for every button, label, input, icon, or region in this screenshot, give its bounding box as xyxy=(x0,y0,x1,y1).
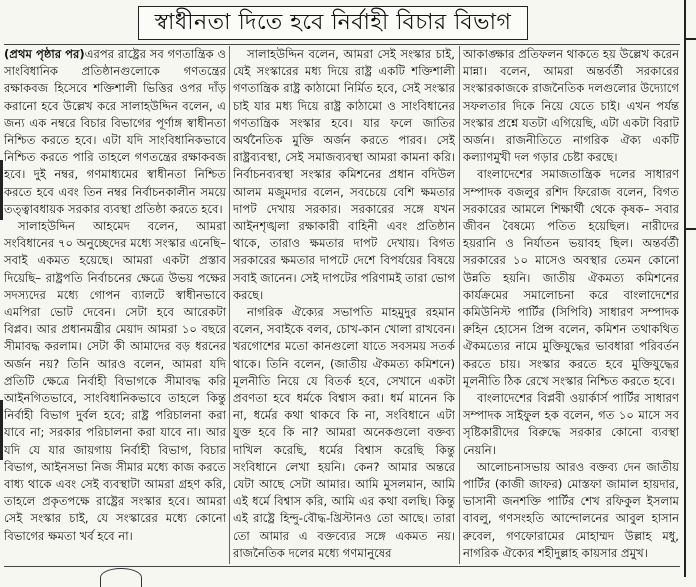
article-column-3 xyxy=(463,46,679,566)
frame-tick xyxy=(684,228,696,230)
paragraph: সালাহউদ্দিন বলেন, আমরা সেই সংস্কার চাই, যেই সংস্কারের মধ্য দিয়ে রাষ্ট্র একটি শক্তিশালী গণতান্ত্রিক রাষ্ট্র কাঠামো নির্মিত হবে, সেই সংস্কার চাই যার মধ্য দিয়ে রাষ্ট্র কাঠামো ও সাংবিধানের গণতান্ত্রিক সংস্কার হবে। যার ফলে জাতির অর্থনৈতিক মুক্তি অর্জন করতে পারব। সেই রাষ্ট্রব্যবস্থা, সেই সমাজব্যবস্থা আমরা কামনা করি। নির্বাচনব্যবস্থা সংস্কার কমিশনের প্রধান বদিউল আলম মজুমদার বলেন, সবচেয়ে বেশি ক্ষমতার দাপট দেখায় সরকার। সরকারের সঙ্গে যখন আইনশৃঙ্খলা রক্ষাকারী বাহিনী এবং প্রতিষ্ঠান থাকে, তারাও ক্ষমতার দাপট দেখায়। বিগত সরকারের ক্ষমতার দাপটে দেশে বিপর্যয়ের বিষয়ে সবাই জানেন। সেই দাপটের পরিণামই তারা ভোগ করছে। xyxy=(233,47,455,302)
article-column-1 xyxy=(4,46,226,566)
frame-tick xyxy=(684,38,696,40)
top-rule xyxy=(4,44,680,45)
paragraph: বাংলাদেশের সমাজতান্ত্রিক দলের সাধারণ সম্পাদক বজলুর রশিদ ফিরোজ বলেন, বিগত সরকারের আমলে শিক্ষার্থী থেকে কৃষক– সবার জীবন বৈষম্যে পতিত হয়েছিল। নারীদের হয়রানি ও নির্যাতন ভয়াবহ ছিল। অন্তর্বর্তী সরকারের ১০ মাসেও অবস্থার তেমন কোনো উন্নতি হয়নি। জাতীয় ঐকমত্য কমিশনের কার্যক্রমের সমালোচনা করে বাংলাদেশের কমিউনিস্ট পার্টির (সিপিবি) সাধারণ সম্পাদক রুহিন হোসেন প্রিন্স বলেন, কমিশন তথাকথিত ঐকমত্যের নামে মুক্তিযুদ্ধের ভাবধারা পরিবর্তন করতে চায়। সংস্কার করতে হবে মুক্তিযুদ্ধের মূলনীতি ঠিক রেখে সংস্কার নিশ্চিত করতে হবে। xyxy=(463,167,679,388)
column-divider xyxy=(459,46,460,564)
paragraph xyxy=(4,46,226,218)
frame-left-mark xyxy=(0,400,3,460)
paragraph-text: এরপর রাষ্ট্রের সব গণতান্ত্রিক ও সাংবিধানিক প্রতিষ্ঠানগুলোকে গণতন্ত্রের রক্ষাকবজ হিসেবে শক্তিশালী ভিত্তির ওপর দাঁড় করানো হবে উল্লেখ করে সালাহউদ্দিন বলেন, এ জন্য এক নম্বরে বিচার বিভাগের পূর্ণাঙ্গ স্বাধীনতা নিশ্চিত করতে হবে। এটা যদি সাংবিধানিকভাবে নিশ্চিত করতে পারি তাহলে গণতন্ত্রের রক্ষাকবজ হবে। দুই নম্বর, গণমাধ্যমের স্বাধীনতা নিশ্চিত করতে হবে এবং তিন নম্বর নির্বাচনকালীন সময়ে তত্ত্বাবধায়ক সরকার ব্যবস্থা প্রতিষ্ঠা করতে হবে। xyxy=(4,47,226,216)
continued-from-label: (প্রথম পৃষ্ঠার পর) xyxy=(4,47,85,61)
page-frame-right xyxy=(684,0,696,577)
article-column-2 xyxy=(233,46,455,566)
column-divider xyxy=(229,46,230,564)
paragraph: আলোচনাসভায় আরও বক্তব্য দেন জাতীয় পার্টির (কাজী জাফর) মোস্তফা জামাল হায়দার, ভাসানী জনশক্তি পার্টির শেখ রফিকুল ইসলাম বাবলু, গণসংহতি আন্দোলনের আবুল হাসান রুবেল, গণফোরামের মোহাম্মদ উল্লাহ মধু, নাগরিক ঐক্যের শহীদুল্লাহ কায়সার প্রমুখ। xyxy=(463,459,679,560)
next-article-edge xyxy=(100,568,142,587)
frame-left-mark xyxy=(0,160,3,220)
bottom-rule xyxy=(4,566,680,567)
headline-box xyxy=(138,6,528,40)
headline: স্বাধীনতা দিতে হবে নির্বাহী বিচার বিভাগ xyxy=(154,9,512,35)
paragraph: আকাঙ্ক্ষার প্রতিফলন থাকতে হয় উল্লেখ করেন মান্না। বলেন, আমরা অন্তর্বর্তী সরকারের সংস্কারকাজকে রাজনৈতিক দলগুলোর উদ্যোগে সফলতার দিকে নিয়ে যেতে চাই। এখন পর্যন্ত সংস্কার প্রশ্নে যতটা এগিয়েছি, এটা একটা বিরাট অর্জন। রাজনীতিতে নাগরিক ঐক্য একটি কল্যাণমুখী দল গড়ার চেষ্টা করছে। xyxy=(463,47,679,165)
paragraph: সালাহউদ্দিন আহমেদ বলেন, আমরা সংবিধানের ৭০ অনুচ্ছেদের মধ্যে সংস্কার এনেছি– সবাই একমত হয়েছে। আমরা একটা প্রস্তাব দিয়েছি– রাষ্ট্রপতি নির্বাচনের ক্ষেত্রে উভয় পক্ষের সদস্যদের মধ্যে গোপন ব্যালটে স্বাধীনভাবে এমপিরা ভোট দেবেন। সেটা হবে আরেকটা বিপ্লব। আর প্রধানমন্ত্রীর মেয়াদ আমরা ১০ বছরে সীমাবদ্ধ করলাম। সেটা কী আমাদের বড় ধরনের অর্জন নয়? তিনি আরও বলেন, আমরা যদি প্রতিটি ক্ষেত্রে নির্বাহী বিভাগকে সীমাবদ্ধ করি আইনগিতভাবে, সাংবিধানিকভাবে তাহলে কিন্তু নির্বাহী বিভাগ দুর্বল হবে; রাষ্ট্র পরিচালনা করা যাবে না; সরকার পরিচালনা করা যাবে না। আর যদি যে যার জায়গায় নির্বাহী বিভাগ, বিচার বিভাগ, আইনসভা নিজ সীমার মধ্যে কাজ করতে বাধ্য থাকে এবং সেই ব্যবস্থাটা আমরা গ্রহণ করি, তাহলে প্রকৃতপক্ষে রাষ্ট্রের সংস্কার হবে। আমরা সেই সংস্কার চাই, যে সংস্কারের মধ্যে কোনো বিভাগের ক্ষমতা খর্ব হবে না। xyxy=(4,219,226,543)
paragraph: নাগরিক ঐক্যের সভাপতি মাহমুদুর রহমান বলেন, সবাইকে বলব, চোখ-কান খোলা রাখবেন। খরগোশের মতো কানগুলো যাতে সবসময় সতর্ক থাকে। তিনি বলেন, (জাতীয় ঐকমত্য কমিশনে) মূলনীতি নিয়ে যে বিতর্ক হবে, সেখানে একটা প্রবণতা হবে ধর্মকে বিশ্বাস করা। ধর্ম মানেন কি না, ধর্মের কথা থাকবে কি না, সংবিধানে এটা যুক্ত হবে কি না? আমরা অনেকগুলো বক্তব্য দাখিল করেছি, ধর্মের বিশ্বাস করেছি কিন্তু সংবিধানে লেখা হয়নি। কেন? আমার অন্তরে যেটা আছে সেটা আমার। আমি মুসলমান, আমি এই ধর্মে বিশ্বাস করি, আমি এর কথা বলছি। কিন্তু এই রাষ্ট্রে হিন্দু-বৌদ্ধ-খ্রিস্টানও তো আছে। তারা তো আমার এ বক্তব্যের সঙ্গে একমত নয়। রাজনৈতিক দলের মধ্যে গণমানুষের xyxy=(233,305,455,560)
paragraph: বাংলাদেশের বিপ্লবী ওয়ার্কার্স পার্টির সাধারণ সম্পাদক সাইফুল হক বলেন, গত ১০ মাসে সব সৃষ্টিকারীদের বিরুদ্ধে সরকার কোনো ব্যবস্থা নেয়নি। xyxy=(463,391,679,457)
